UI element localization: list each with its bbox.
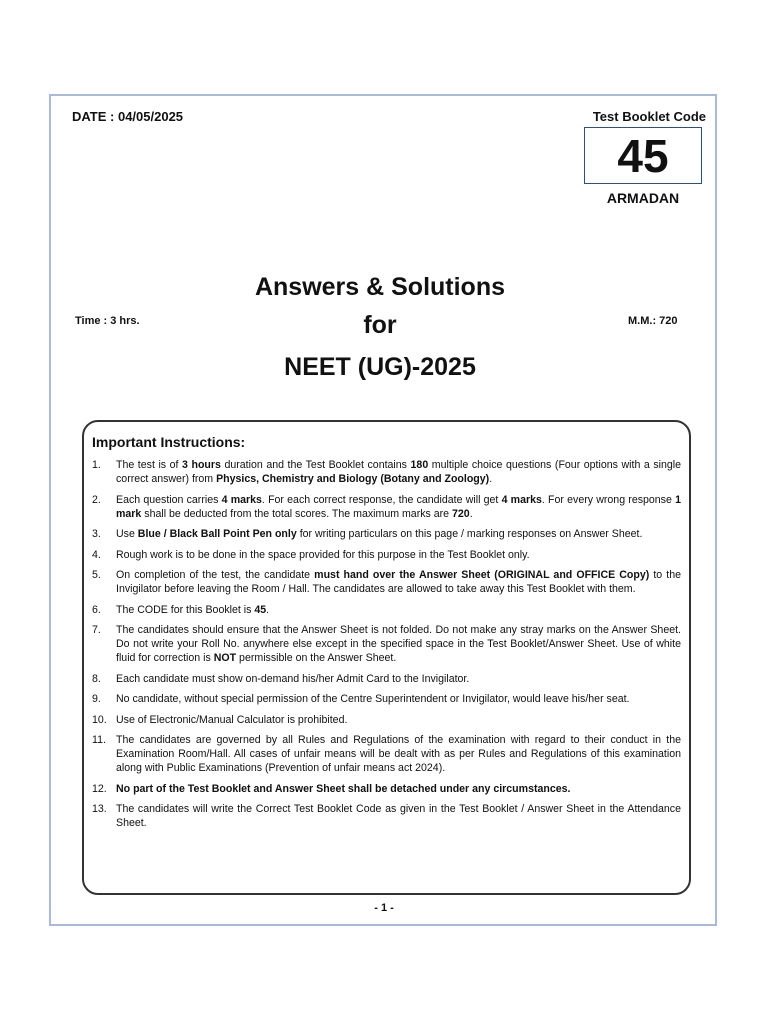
instruction-text-run: for writing particulars on this page / marking responses on Answer Sheet. <box>296 528 643 541</box>
instruction-text <box>116 493 681 521</box>
booklet-code-value: 45 <box>617 129 669 182</box>
instruction-text <box>116 802 681 830</box>
instruction-text-bold: 3 hours <box>182 459 221 471</box>
instruction-number: 6. <box>92 603 101 616</box>
instruction-number: 4. <box>92 548 101 561</box>
instruction-text-bold: Physics, Chemistry and Biology (Botany and Zoology) <box>216 473 490 486</box>
instruction-number: 1. <box>92 459 101 471</box>
instruction-text-bold: 180 <box>410 459 429 471</box>
title-line-3: NEET (UG)-2025 <box>284 353 476 381</box>
instruction-text-bold: 1 mark <box>116 493 681 520</box>
instructions-box <box>82 420 691 895</box>
instruction-text-run: The candidates should ensure that the Answer Sheet is not folded. Do not make any stray marks on the Answer Sheet. Do not write your Roll No. anywhere else except in the specified space in the Test Booklet/Answer Sheet. Use of white fluid for correction is <box>116 623 681 665</box>
instruction-text-run: No candidate, without special permission of the Centre Superintendent or Invigilator, would leave his/her seat. <box>116 693 630 706</box>
instruction-text-run: Rough work is to be done in the space provided for this purpose in the Test Booklet only. <box>116 548 530 561</box>
instruction-item <box>92 692 681 706</box>
instruction-text-run: shall be deducted from the total scores. The maximum marks are <box>141 507 453 520</box>
instruction-item <box>92 672 681 686</box>
instruction-item <box>92 458 681 486</box>
instruction-text <box>116 458 681 486</box>
instruction-text-run: . <box>266 603 270 616</box>
instruction-text <box>116 672 681 686</box>
instruction-text-run: Each question carries <box>116 493 222 506</box>
instruction-item <box>92 733 681 776</box>
instruction-number: 13. <box>92 803 107 816</box>
instruction-text-run: The candidates are governed by all Rules and Regulations of the examination with regard to their conduct in the Examination Room/Hall. All cases of unfair means will be dealt with as per Rules and Regulations of this examination along with Public Examinations (Prevention of unfair means act 2024). <box>116 733 681 775</box>
instruction-item <box>92 568 681 596</box>
instruction-text-run: . <box>489 473 493 486</box>
instruction-item <box>92 623 681 666</box>
instruction-text <box>116 733 681 776</box>
instruction-item <box>92 493 681 521</box>
instruction-item <box>92 802 681 830</box>
instruction-text-run: permissible on the Answer Sheet. <box>236 652 397 665</box>
instructions-heading: Important Instructions: <box>92 434 246 450</box>
instruction-text <box>116 623 681 666</box>
instruction-number: 9. <box>92 693 101 706</box>
instruction-text <box>116 782 681 796</box>
instruction-text-bold: must hand over the Answer Sheet (ORIGINAL and OFFICE Copy) <box>314 568 650 581</box>
instruction-text-run: The CODE for this Booklet is <box>116 603 255 616</box>
instruction-text-run: . <box>469 507 473 520</box>
instruction-text-bold: 720 <box>452 507 470 520</box>
instruction-text <box>116 692 681 706</box>
instruction-text-run: multiple choice questions (Four options with a single correct answer) from <box>116 459 682 486</box>
title-line-2: for <box>363 311 397 339</box>
instruction-text-bold: NOT <box>213 652 237 665</box>
instruction-text <box>116 548 681 562</box>
instruction-text <box>116 713 681 727</box>
instructions-list <box>92 458 681 831</box>
instruction-text-run: duration and the Test Booklet contains <box>220 459 411 471</box>
title-line-1: Answers & Solutions <box>254 273 506 301</box>
instruction-text-run: Each candidate must show on-demand his/her Admit Card to the Invigilator. <box>116 672 470 685</box>
instruction-number: 3. <box>92 528 101 541</box>
instruction-text <box>116 527 681 541</box>
instruction-text-bold: 4 marks <box>221 493 262 506</box>
instruction-number: 7. <box>92 623 101 636</box>
instruction-text-run: The candidates will write the Correct Test Booklet Code as given in the Test Booklet / Answer Sheet in the Attendance Sheet. <box>116 803 681 830</box>
instruction-number: 5. <box>92 568 101 581</box>
instruction-number: 12. <box>92 782 107 795</box>
instruction-text-bold: 4 marks <box>501 493 542 506</box>
instruction-item <box>92 782 681 796</box>
exam-date: DATE : 04/05/2025 <box>72 109 184 124</box>
instruction-number: 11. <box>92 733 106 746</box>
booklet-code-label: Test Booklet Code <box>592 109 706 124</box>
instruction-item <box>92 548 681 562</box>
instruction-item <box>92 527 681 541</box>
instruction-text-run: . For each correct response, the candidate will get <box>261 493 502 506</box>
instruction-text-run: Use <box>116 528 138 541</box>
instruction-text-run: to the Invigilator before leaving the Room / Hall. The candidates are allowed to take away this Test Booklet with them. <box>116 568 681 596</box>
booklet-code-box <box>584 127 702 184</box>
instruction-text <box>116 568 681 596</box>
instruction-text-bold: 45 <box>254 603 267 616</box>
instruction-text-bold: No part of the Test Booklet and Answer Sheet shall be detached under any circumstances. <box>116 782 571 795</box>
booklet-code-name: ARMADAN <box>606 190 680 206</box>
page-number: - 1 - <box>374 902 394 914</box>
instruction-text-run: Use of Electronic/Manual Calculator is prohibited. <box>116 713 348 726</box>
instruction-text <box>116 603 681 617</box>
instruction-text-run: On completion of the test, the candidate <box>116 568 315 581</box>
instruction-text-run: . For every wrong response <box>541 493 676 506</box>
instruction-text-bold: Blue / Black Ball Point Pen only <box>137 528 297 541</box>
exam-duration: Time : 3 hrs. <box>75 315 140 327</box>
instruction-number: 8. <box>92 672 101 685</box>
instruction-number: 2. <box>92 493 101 506</box>
max-marks: M.M.: 720 <box>628 315 678 327</box>
instruction-item <box>92 713 681 727</box>
instruction-item <box>92 603 681 617</box>
instruction-text-run: The test is of <box>116 459 183 471</box>
instruction-number: 10. <box>92 713 107 726</box>
